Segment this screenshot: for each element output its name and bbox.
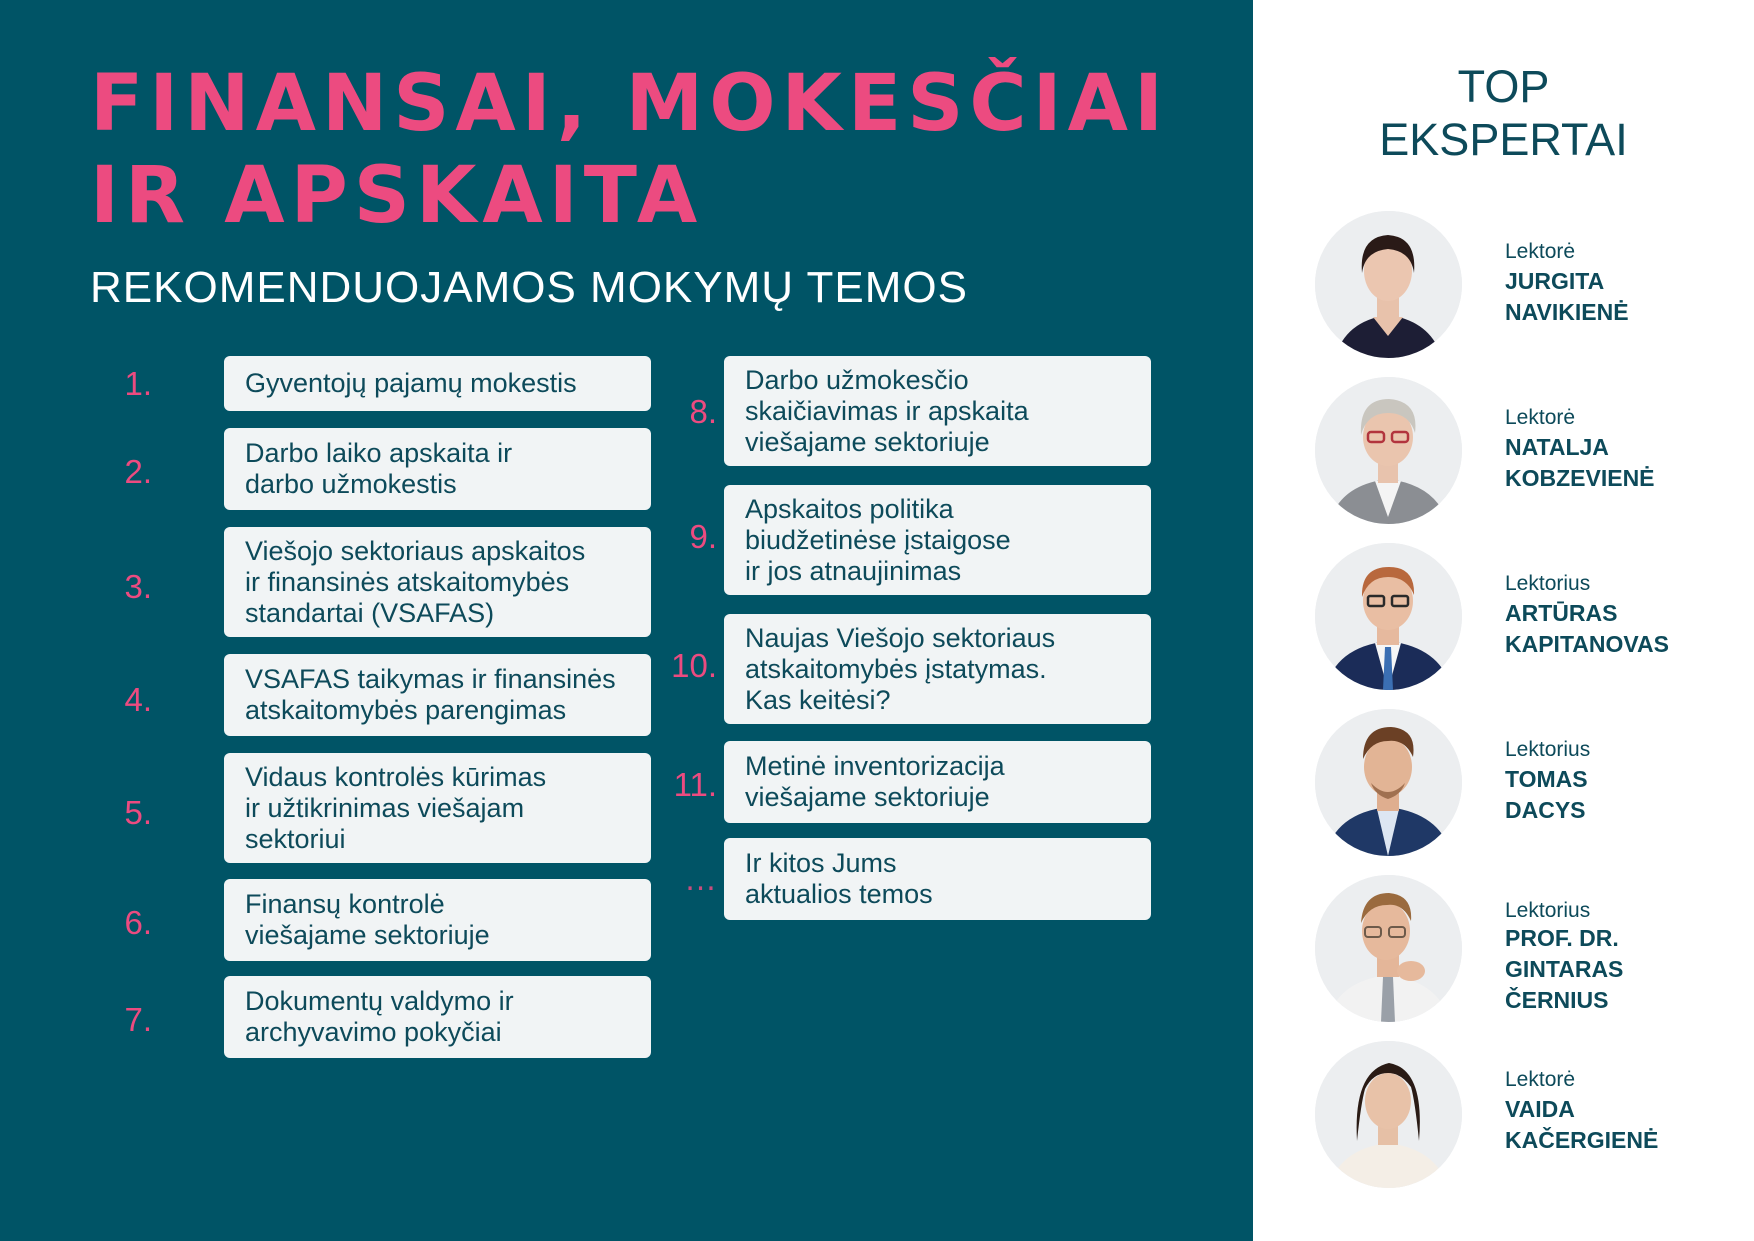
expert-name: ARTŪRAS KAPITANOVAS — [1505, 600, 1669, 657]
topic-number: 9. — [689, 518, 717, 555]
expert-photo — [1315, 377, 1462, 524]
topic-label: Finansų kontrolė viešajame sektoriuje — [224, 879, 651, 961]
topic-number: 2. — [124, 453, 152, 490]
page-subtitle: REKOMENDUOJAMOS MOKYMŲ TEMOS — [90, 263, 968, 312]
topic-label: Metinė inventorizacija viešajame sektoriuje — [724, 741, 1151, 823]
topic-number: 3. — [124, 568, 152, 605]
topic-number: 7. — [124, 1001, 152, 1038]
expert-role: Lektorius — [1505, 572, 1591, 595]
expert-name: JURGITA NAVIKIENĖ — [1505, 268, 1629, 325]
topic-number: 11. — [673, 766, 717, 803]
expert-role: Lektorius — [1505, 738, 1591, 761]
page-title: FINANSAI, MOKESČIAI IR APSKAITA — [90, 59, 1170, 241]
topic-label: Darbo užmokesčio skaičiavimas ir apskaita viešajame sektoriuje — [724, 356, 1151, 466]
topic-number: 5. — [124, 794, 152, 831]
topic-label: Ir kitos Jums aktualios temos — [724, 838, 1151, 920]
topic-label: VSAFAS taikymas ir finansinės atskaitomybės parengimas — [224, 654, 651, 736]
topic-number: 6. — [124, 904, 152, 941]
topic-label: Darbo laiko apskaita ir darbo užmokestis — [224, 428, 651, 510]
topic-label: Apskaitos politika biudžetinėse įstaigose ir jos atnaujinimas — [724, 485, 1151, 595]
expert-name: NATALJA KOBZEVIENĖ — [1505, 434, 1655, 491]
expert-photo — [1315, 211, 1462, 358]
topic-number: 4. — [124, 681, 152, 718]
topic-number: 8. — [689, 393, 717, 430]
expert-photo — [1315, 1041, 1462, 1188]
expert-name: VAIDA KAČERGIENĖ — [1505, 1096, 1659, 1153]
expert-name: TOMAS DACYS — [1505, 766, 1588, 823]
expert-photo — [1315, 543, 1462, 690]
topic-number: 1. — [124, 365, 152, 402]
expert-role: Lektorė — [1505, 240, 1576, 263]
topic-label: Gyventojų pajamų mokestis — [224, 356, 651, 411]
expert-photo — [1315, 875, 1462, 1022]
topic-number: … — [684, 860, 717, 897]
expert-role: Lektorė — [1505, 1068, 1576, 1091]
topic-number: 10. — [671, 647, 717, 684]
topic-label: Viešojo sektoriaus apskaitos ir finansinės atskaitomybės standartai (VSAFAS) — [224, 527, 651, 637]
experts-title: TOP EKSPERTAI — [1379, 61, 1628, 165]
expert-role: Lektorė — [1505, 406, 1576, 429]
expert-name: PROF. DR. GINTARAS ČERNIUS — [1505, 925, 1624, 1013]
topic-label: Vidaus kontrolės kūrimas ir užtikrinimas viešajam sektoriui — [224, 753, 651, 863]
topic-label: Naujas Viešojo sektoriaus atskaitomybės įstatymas. Kas keitėsi? — [724, 614, 1151, 724]
expert-photo — [1315, 709, 1462, 856]
expert-role: Lektorius — [1505, 899, 1591, 922]
topic-label: Dokumentų valdymo ir archyvavimo pokyčiai — [224, 976, 651, 1058]
